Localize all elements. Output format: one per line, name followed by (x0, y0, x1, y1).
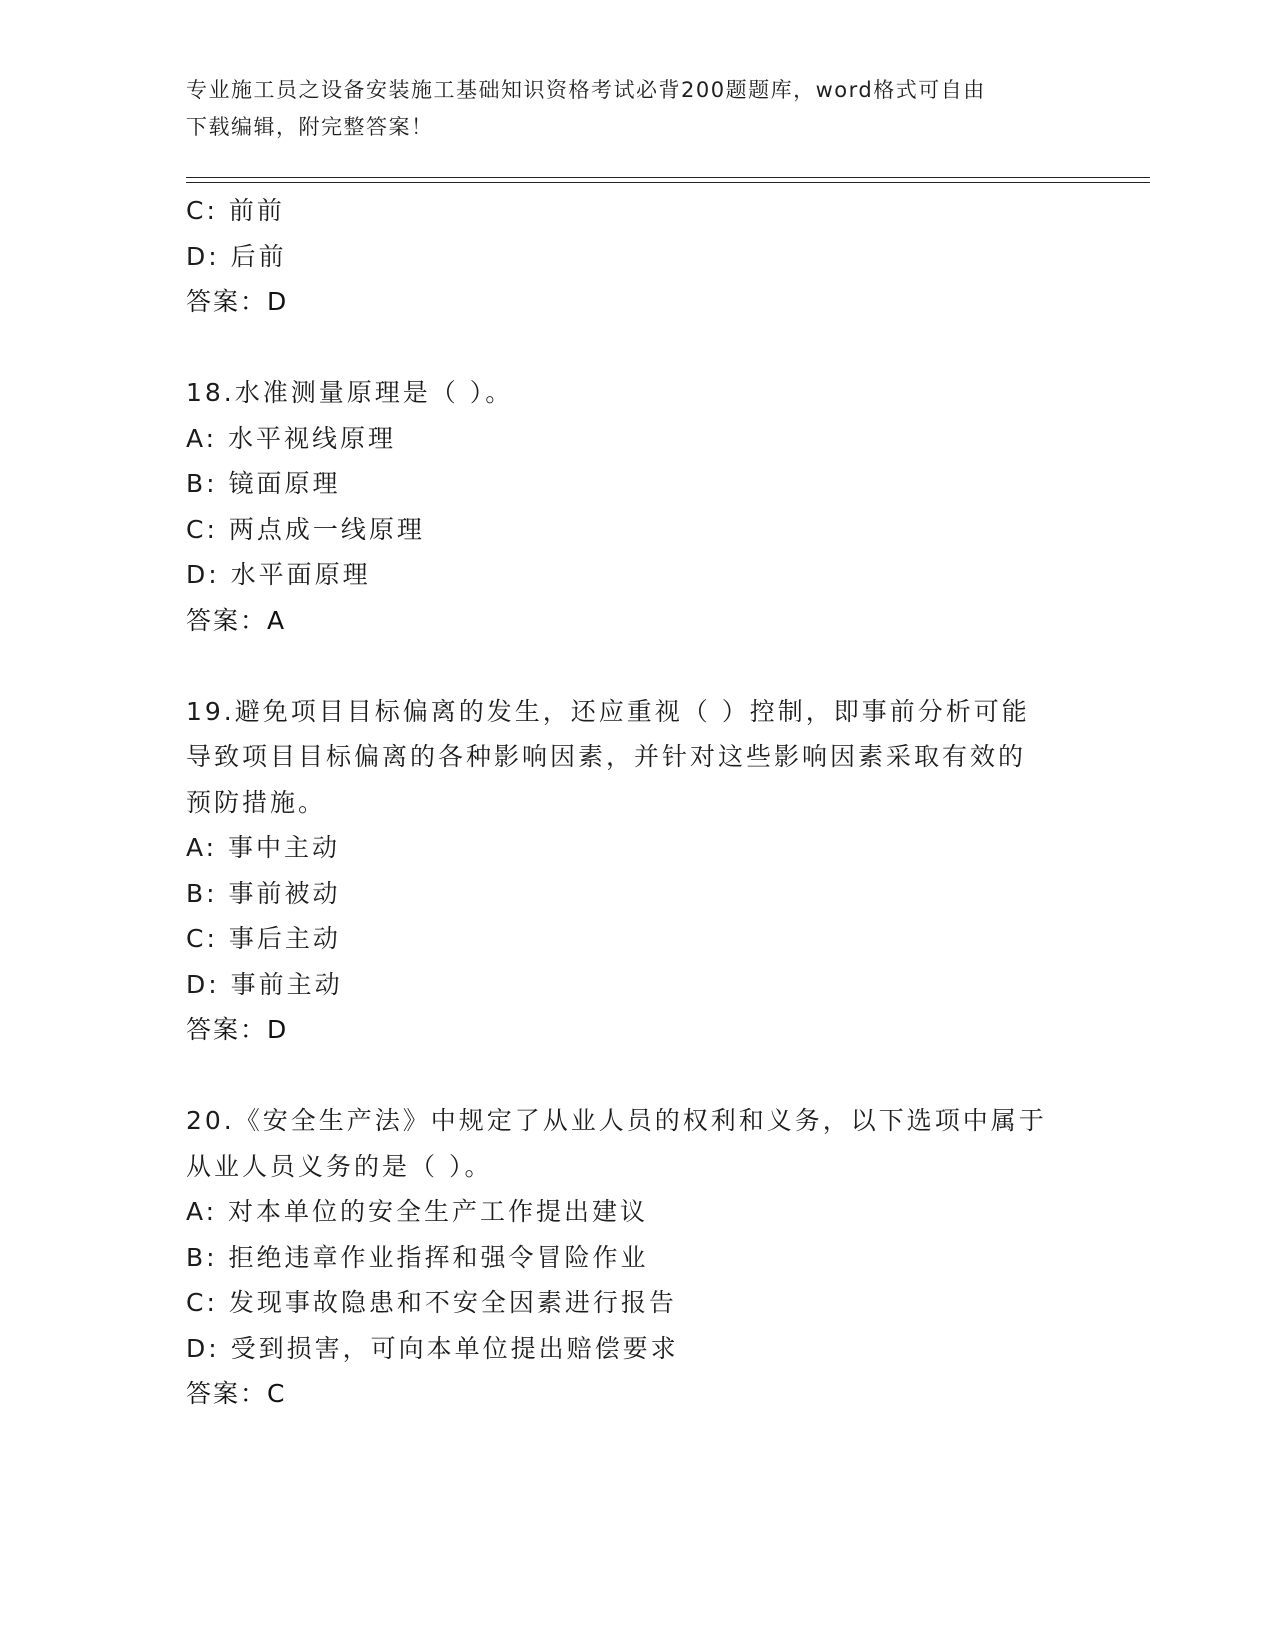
page-header (186, 72, 1086, 146)
question-list (186, 188, 1086, 1417)
header-divider-top (186, 177, 1150, 178)
option-a: A: 对本单位的安全生产工作提出建议 (186, 1197, 649, 1226)
answer-line: 答案：D (186, 287, 289, 316)
spacer (186, 1053, 1086, 1099)
option-a: A: 水平视线原理 (186, 423, 397, 453)
question-17-tail (186, 188, 1086, 325)
option-c: C: 两点成一线原理 (186, 514, 425, 544)
answer-line: 答案：A (186, 605, 287, 635)
question-18 (186, 370, 1086, 643)
option-a: A: 事中主动 (186, 833, 341, 862)
option-b: B: 事前被动 (186, 878, 341, 908)
question-stem-line-3: 预防措施。 (186, 787, 327, 817)
option-d: D: 后前 (186, 241, 287, 271)
option-d: D: 水平面原理 (186, 560, 371, 589)
option-b: B: 镜面原理 (186, 469, 341, 498)
header-title-line-1: 专业施工员之设备安装施工基础知识资格考试必背200题题库，word格式可自由 (186, 78, 986, 102)
question-stem-line-1: 19.避免项目目标偏离的发生，还应重视（ ）控制，即事前分析可能 (186, 696, 1030, 726)
option-c: C: 事后主动 (186, 924, 341, 953)
question-stem: 18.水准测量原理是（ ）。 (186, 378, 514, 407)
question-19 (186, 689, 1086, 1053)
option-c: C: 前前 (186, 196, 285, 225)
header-title-line-2: 下载编辑，附完整答案！ (186, 115, 434, 139)
question-stem-line-2: 从业人员义务的是（ ）。 (186, 1151, 493, 1181)
question-20 (186, 1098, 1086, 1417)
option-c: C: 发现事故隐患和不安全因素进行报告 (186, 1288, 677, 1317)
spacer (186, 643, 1086, 689)
option-d: D: 事前主动 (186, 969, 343, 999)
header-divider-bottom (186, 182, 1150, 183)
option-b: B: 拒绝违章作业指挥和强令冒险作业 (186, 1242, 649, 1272)
question-stem-line-1: 20.《安全生产法》中规定了从业人员的权利和义务，以下选项中属于 (186, 1106, 1047, 1135)
answer-line: 答案：C (186, 1379, 287, 1408)
spacer (186, 325, 1086, 371)
question-stem-line-2: 导致项目目标偏离的各种影响因素，并针对这些影响因素采取有效的 (186, 742, 1027, 771)
option-d: D: 受到损害，可向本单位提出赔偿要求 (186, 1333, 679, 1363)
answer-line: 答案：D (186, 1015, 289, 1044)
